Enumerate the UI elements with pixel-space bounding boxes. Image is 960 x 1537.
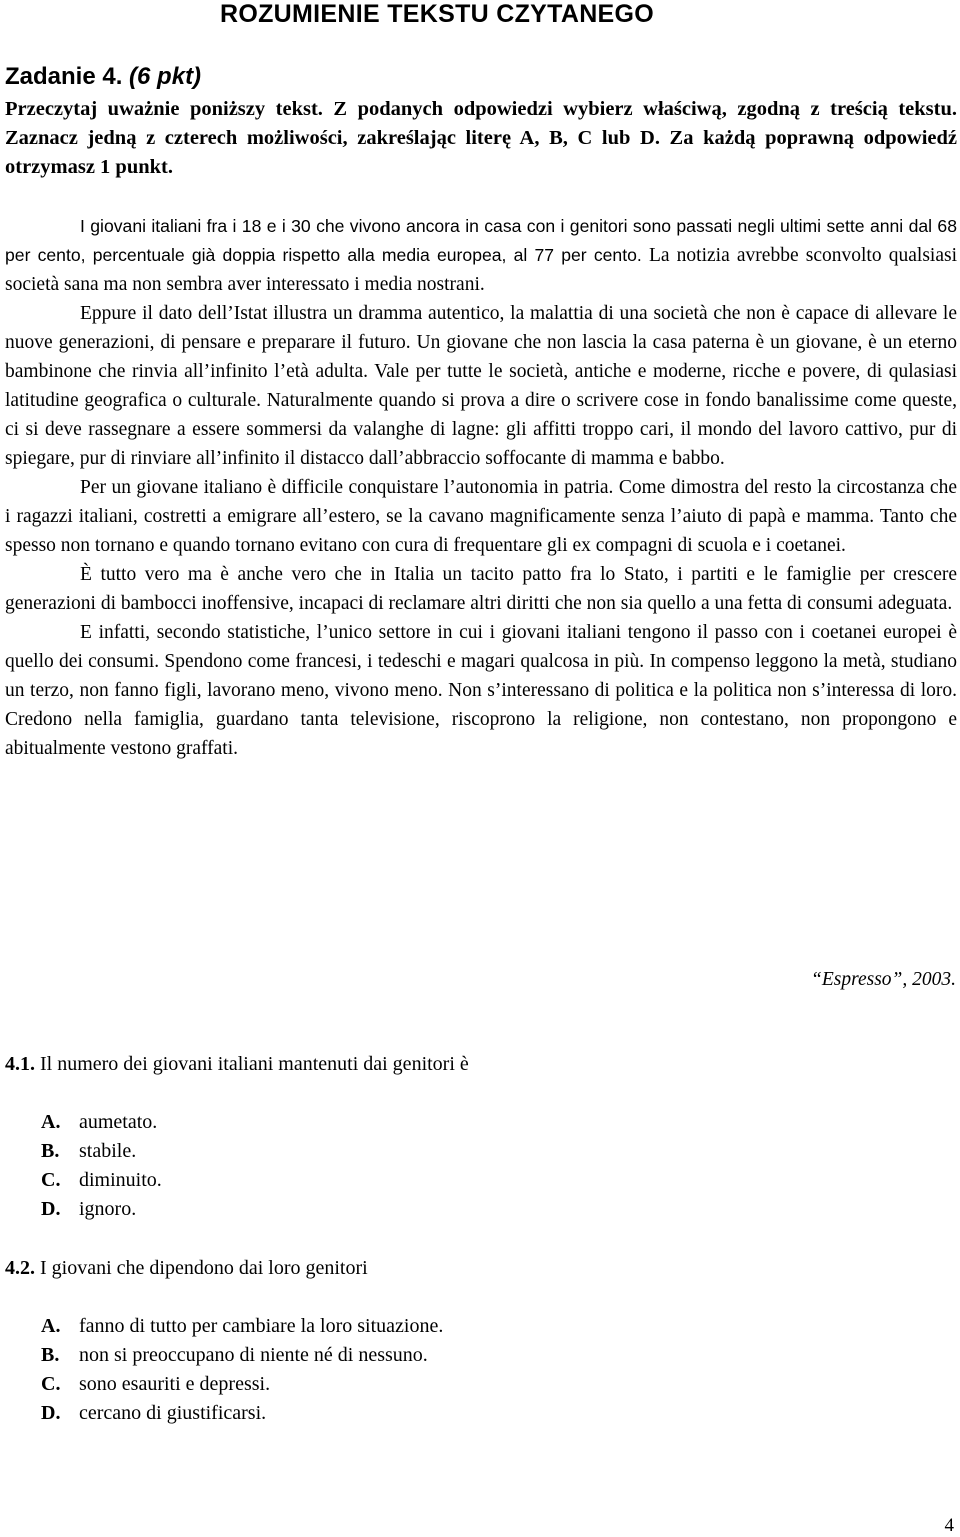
question-number: 4.2. bbox=[5, 1257, 35, 1279]
answer-option-c[interactable] bbox=[41, 1166, 162, 1195]
task-points: (6 pkt) bbox=[129, 63, 202, 90]
answer-option-a[interactable] bbox=[41, 1108, 162, 1137]
answer-option-d[interactable] bbox=[41, 1195, 162, 1224]
answer-option-d[interactable] bbox=[41, 1399, 443, 1428]
option-text: fanno di tutto per cambiare la loro situazione. bbox=[79, 1315, 444, 1337]
option-text: diminuito. bbox=[79, 1169, 162, 1191]
page-header: ROZUMIENIE TEKSTU CZYTANEGO bbox=[220, 0, 655, 28]
question-number: 4.1. bbox=[5, 1053, 35, 1075]
answer-option-b[interactable] bbox=[41, 1341, 443, 1370]
option-text: ignoro. bbox=[79, 1198, 137, 1220]
option-letter: B. bbox=[41, 1140, 60, 1162]
option-letter: D. bbox=[41, 1198, 61, 1220]
option-text: non si preoccupano di niente né di nessuno. bbox=[79, 1344, 428, 1366]
question-text: I giovani che dipendono dai loro genitori bbox=[40, 1257, 368, 1279]
task-instructions: Przeczytaj uważnie poniższy tekst. Z podanych odpowiedzi wybierz właściwą, zgodną z treścią tekstu. Zaznacz jedną z czterech możliwości, zakreślając literę A, B, C lub D. Za każdą poprawną odpowiedź otrzymasz 1 punkt. bbox=[5, 98, 957, 178]
passage-paragraph-5: E infatti, secondo statistiche, l’unico settore in cui i giovani italiani tengono il passo con i coetanei europei è quello dei consumi. Spendono come francesi, i tedeschi e magari qualcosa in più. In compenso leggono la metà, studiano un terzo, non fanno figli, lavorano meno, vivono meno. Non s’interessano di politica e la politica non s’interessa di loro. Credono nella famiglia, guardano tanta televisione, riscoprono la religione, non contestano, non propongono e abitualmente vestono graffati. bbox=[5, 622, 957, 759]
option-text: stabile. bbox=[79, 1140, 137, 1162]
option-letter: A. bbox=[41, 1111, 61, 1133]
answer-option-b[interactable] bbox=[41, 1137, 162, 1166]
task-number: Zadanie 4. bbox=[5, 63, 123, 90]
option-text: sono esauriti e depressi. bbox=[79, 1373, 271, 1395]
answer-option-a[interactable] bbox=[41, 1312, 443, 1341]
passage-paragraph-4: È tutto vero ma è anche vero che in Italia un tacito patto fra lo Stato, i partiti e le famiglie per crescere generazioni di bamboccі inoffensive, incapaci di reclamare altri diritti che non sia quello a una fetta di consumi adeguata. bbox=[5, 564, 957, 614]
option-letter: B. bbox=[41, 1344, 60, 1366]
question-stem bbox=[5, 1254, 955, 1282]
answer-options bbox=[41, 1108, 162, 1224]
answer-options bbox=[41, 1312, 443, 1428]
task-block bbox=[5, 62, 957, 182]
passage-paragraph-3: Per un giovane italiano è difficile conquistare l’autonomia in patria. Come dimostra del resto la circostanza che i ragazzi italiani, costretti a emigrare all’estero, se la cavano magnificamente senza l’aiuto di papà e mamma. Tanto che spesso non tornano e quando tornano evitano con cura di frequentare gli ex compagni di scuola e i coetanei. bbox=[5, 477, 957, 556]
option-text: aumetato. bbox=[79, 1111, 158, 1133]
question-4-1 bbox=[5, 1050, 955, 1220]
passage-paragraph-1-b: La notizia avrebbe sconvolto qualsiasi società sana ma non sembra aver interessato i media nostrani. bbox=[5, 245, 957, 295]
passage-source: “Espresso”, 2003. bbox=[810, 969, 956, 990]
passage-paragraph-1-a: I giovani italiani fra i 18 e i 30 che vivono ancora in casa con i genitori sono passati negli ultimi sette anni dal 68 per cento, percentuale già doppia rispetto alla media europea, al 77 per cento. bbox=[5, 216, 957, 265]
question-4-2 bbox=[5, 1254, 955, 1424]
passage-paragraph-1 bbox=[5, 212, 957, 299]
answer-option-c[interactable] bbox=[41, 1370, 443, 1399]
question-text: Il numero dei giovani italiani mantenuti dai genitori è bbox=[40, 1053, 469, 1075]
option-letter: D. bbox=[41, 1402, 61, 1424]
option-text: cercano di giustificarsi. bbox=[79, 1402, 267, 1424]
passage-paragraph-2: Eppure il dato dell’Istat illustra un dramma autentico, la malattia di una società che non è capace di allevare le nuove generazioni, di pensare e preparare il futuro. Un giovane che non lascia la casa paterna è un giovane, è un eterno bambinone che rinvia all’infinito l’età adulta. Vale per tutte le società, antiche e moderne, ricche e povere, di qulasiasi latitudine geografica o culturale. Naturalmente quando si prova a dire o scrivere cose in fondo banalissime come queste, ci si deve rassegnare a essere sommersi da valanghe di lagne: gli affitti troppo cari, il mondo del lavoro cattivo, pur di spiegare, pur di rinviare all’infinito il distacco dall’abbraccio soffocante di mamma e babbo. bbox=[5, 303, 957, 469]
reading-passage bbox=[5, 212, 957, 763]
option-letter: C. bbox=[41, 1169, 61, 1191]
option-letter: C. bbox=[41, 1373, 61, 1395]
question-stem bbox=[5, 1050, 955, 1078]
option-letter: A. bbox=[41, 1315, 61, 1337]
page-number: 4 bbox=[944, 1515, 954, 1536]
task-title bbox=[5, 62, 957, 92]
